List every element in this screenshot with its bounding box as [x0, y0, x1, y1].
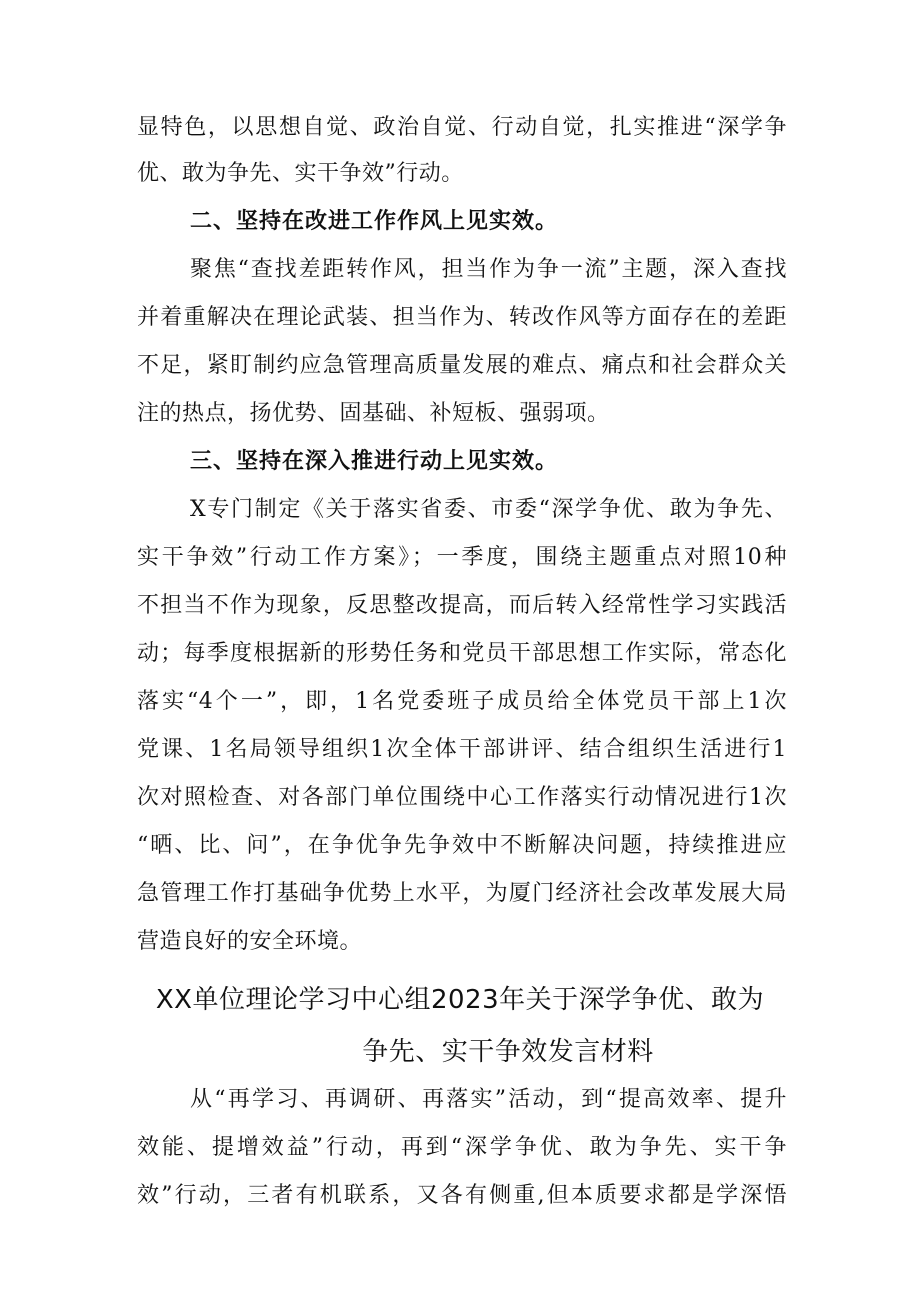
paragraph-line: 聚焦“查找差距转作风，担当作为争一流”主题，深入查找 [190, 257, 787, 282]
paragraph-line: 并着重解决在理论武装、担当作为、转改作风等方面存在的差距 [137, 305, 787, 330]
paragraph-line: 显特色，以思想自觉、政治自觉、行动自觉，扎实推进“深学争 [137, 115, 787, 140]
paragraph-line: 落实“4个一”，即，1名党委班子成员给全体党员干部上1次 [137, 689, 787, 714]
section-heading-2: 二、坚持在改进工作作风上见实效。 [190, 209, 559, 234]
paragraph-line: 优、敢为争先、实干争效”行动。 [137, 161, 464, 186]
paragraph-line: 从“再学习、再调研、再落实”活动，到“提高效率、提升 [190, 1087, 787, 1112]
document-title-line-1: XX单位理论学习中心组2023年关于深学争优、敢为 [155, 985, 765, 1015]
paragraph-line: 注的热点，扬优势、固基础、补短板、强弱项。 [137, 401, 610, 426]
paragraph-line: 不担当不作为现象，反思整改提高，而后转入经常性学习实践活 [137, 593, 787, 618]
document-title-line-2: 争先、实干争效发言材料 [362, 1037, 654, 1067]
section-heading-3: 三、坚持在深入推进行动上见实效。 [190, 449, 559, 474]
paragraph-line: 实干争效”行动工作方案》；一季度，围绕主题重点对照10种 [137, 545, 787, 570]
paragraph-line: 动；每季度根据新的形势任务和党员干部思想工作实际，常态化 [137, 641, 787, 666]
paragraph-line: 次对照检查、对各部门单位围绕中心工作落实行动情况进行1次 [137, 785, 787, 810]
paragraph-line: 不足，紧盯制约应急管理高质量发展的难点、痛点和社会群众关 [137, 353, 787, 378]
paragraph-line: 党课、1名局领导组织1次全体干部讲评、结合组织生活进行1 [137, 737, 787, 762]
paragraph-line: 效”行动，三者有机联系，又各有侧重,但本质要求都是学深悟 [137, 1183, 787, 1208]
paragraph-line: “晒、比、问”，在争优争先争效中不断解决问题，持续推进应 [137, 833, 787, 858]
paragraph-line: 效能、提增效益”行动，再到“深学争优、敢为争先、实干争 [137, 1135, 787, 1160]
paragraph-line: X专门制定《关于落实省委、市委“深学争优、敢为争先、 [190, 497, 787, 522]
paragraph-line: 急管理工作打基础争优势上水平，为厦门经济社会改革发展大局 [137, 881, 787, 906]
paragraph-line: 营造良好的安全环境。 [137, 929, 363, 954]
